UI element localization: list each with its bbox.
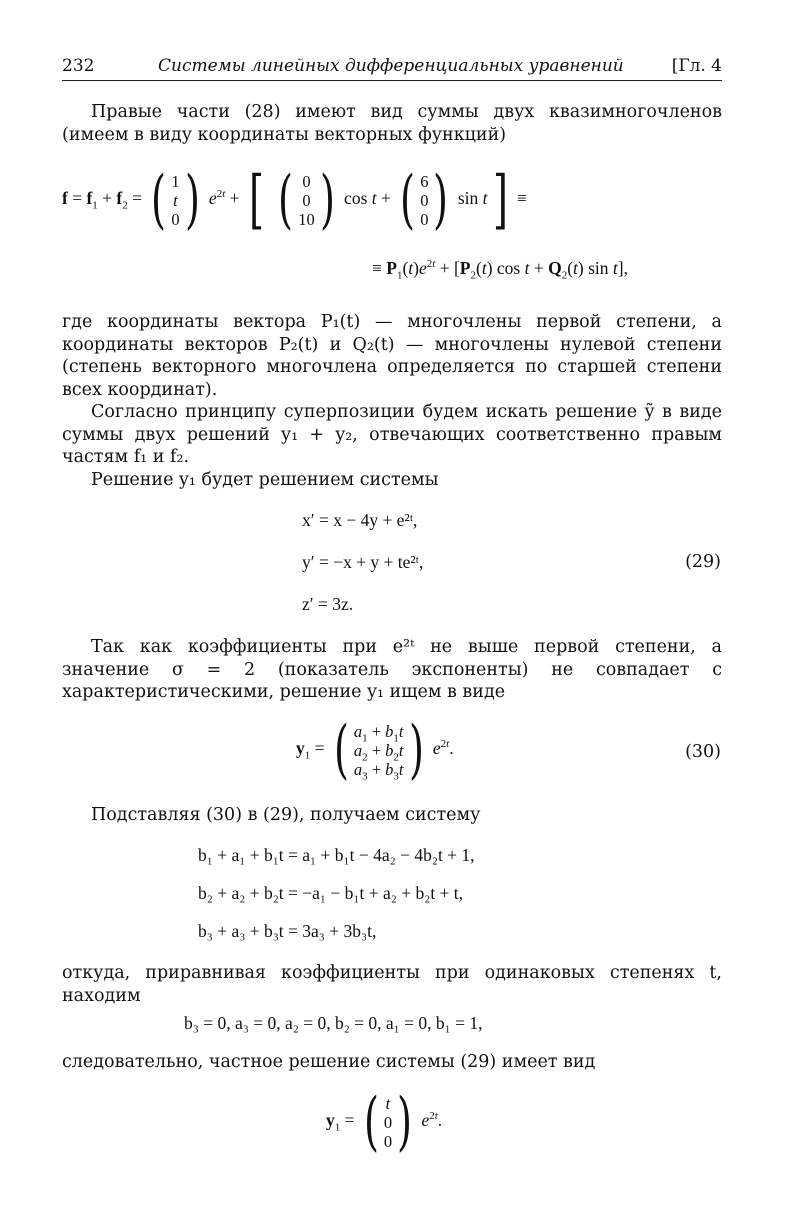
- equation-y1-final: $y_1$ = ( t 0 0 ) $e^{2t}$.: [326, 1085, 443, 1159]
- equation-label-30: (30): [685, 742, 721, 762]
- paragraph-7: откуда, приравнивая коэффициенты при одинаковых степенях t, находим: [62, 963, 722, 1006]
- system29-eq1: x′ = x − 4y + e²ᵗ,: [302, 510, 418, 530]
- system29-eq3: z′ = 3z.: [302, 594, 354, 614]
- paragraph-6: Подставляя (30) в (29), получаем систему: [91, 805, 481, 825]
- equation-y1-form: $y_1$ = ( $a_1 + b_1t$ $a_2 + b_2t$ $a_3 + b_3t$ ) $e^{2t}$.: [296, 713, 454, 787]
- subst-eq1: b₁ + a₁ + b₁t = a₁ + b₁t − 4a₂ − 4b₂t + 1,: [198, 845, 475, 865]
- system29-eq2: y′ = −x + y + te²ᵗ,: [302, 552, 424, 572]
- header-rule: [62, 80, 722, 81]
- paragraph-4: Решение y₁ будет решением системы: [91, 470, 439, 490]
- coefficients-result: b₃ = 0, a₃ = 0, a₂ = 0, b₂ = 0, a₁ = 0, b₁ = 1,: [184, 1013, 483, 1033]
- page-number: 232: [62, 56, 95, 76]
- page-header: [62, 56, 722, 82]
- equation-label-29: (29): [685, 552, 721, 572]
- subst-eq3: b₃ + a₃ + b₃t = 3a₃ + 3b₃t,: [198, 921, 377, 941]
- running-title: Системы линейных дифференциальных уравнений: [158, 56, 624, 76]
- subst-eq2: b₂ + a₂ + b₂t = −a₁ − b₁t + a₂ + b₂t + t,: [198, 883, 464, 903]
- chapter-label: [Гл. 4: [671, 56, 722, 76]
- paragraph-5: Так как коэффициенты при e²ᵗ не выше первой степени, а значение σ = 2 (показатель экспоненты) не совпадает с характеристическими, решение y₁ ищем в виде: [62, 637, 722, 702]
- equation-f-line2: ≡ $P_1(t)e^{2t} + [P_2(t)$ $\cos t + Q_2(t)$ sin t],: [372, 258, 628, 282]
- equation-f-line1: $f = f_1 + f_2$ = ( 1 t 0 ) $e^{2t}$ + [ ( 0 0 10 ) cos t + ( 6 0 0 ) sin t] ≡: [62, 163, 527, 237]
- paragraph-8: следовательно, частное решение системы (29) имеет вид: [62, 1052, 596, 1072]
- paragraph-3: Согласно принципу суперпозиции будем искать решение ỹ в виде суммы двух решений y₁ + y₂, отвечающих соответственно правым частям f₁ и f₂.: [62, 402, 722, 467]
- paragraph-2: где координаты вектора P₁(t) — многочлены первой степени, а координаты векторов P₂(t) и Q₂(t) — многочлены нулевой степени (степень векторного многочлена определяется по старшей степени всех координат).: [62, 312, 722, 400]
- paragraph-1: Правые части (28) имеют вид суммы двух квазимногочленов (имеем в виду координаты векторных функций): [62, 102, 722, 145]
